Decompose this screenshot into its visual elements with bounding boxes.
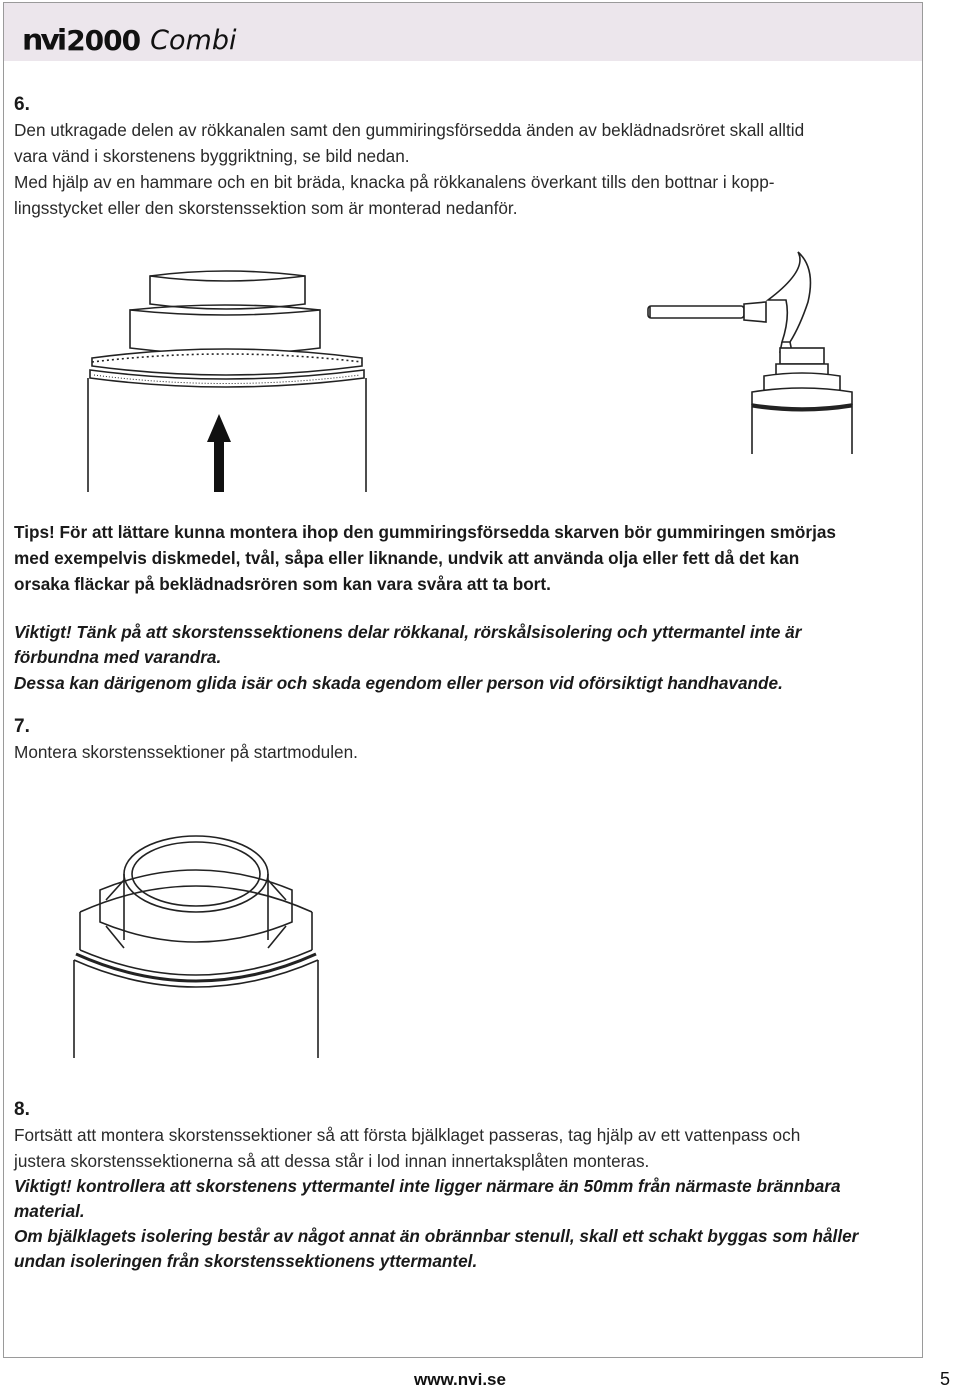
logo-variant: Combi	[150, 24, 237, 56]
tips-text-1: För att lättare kunna montera ihop den gummiringsförsedda skarven bör gummiringen smörjas	[59, 522, 836, 542]
footer-url[interactable]: www.nvi.se	[414, 1370, 506, 1389]
step-8-line-1: Fortsätt att montera skorstenssektioner så att första bjälklaget passeras, tag hjälp av ett vattenpass och	[14, 1125, 801, 1145]
step-8-note-line-1: Om bjälklagets isolering består av något annat än obrännbar stenull, skall ett schakt byggas som håller	[14, 1226, 859, 1246]
figure-section-start-module	[66, 830, 326, 1070]
important-line-2: förbundna med varandra.	[14, 647, 222, 667]
step-8-note-line-2: undan isoleringen från skorstenssektionens yttermantel.	[14, 1251, 478, 1271]
step-6-line-1: Den utkragade delen av rökkanalen samt den gummiringsförsedda änden av beklädnadsröret skall alltid	[14, 120, 805, 140]
tips-label: Tips!	[14, 522, 55, 542]
figure-section-push	[80, 262, 380, 502]
step-7-text: Montera skorstenssektioner på startmodulen.	[14, 742, 358, 762]
step-8-important-label: Viktigt!	[14, 1176, 72, 1196]
step-6-line-4: lingsstycket eller den skorstenssektion som är monterad nedanför.	[14, 198, 518, 218]
tips-line-3: orsaka fläckar på beklädnadsrören som kan vara svåra att ta bort.	[14, 574, 551, 594]
figure-hammer-section	[640, 248, 880, 458]
important-line-1	[14, 620, 894, 645]
tips-line-2: med exempelvis diskmedel, tvål, såpa eller liknande, undvik att använda olja eller fett då det kan	[14, 548, 800, 568]
step-8-line-2: justera skorstenssektionerna så att dessa står i lod innan innertaksplåten monteras.	[14, 1151, 650, 1171]
important-text-1: Tänk på att skorstenssektionens delar rökkanal, rörskålsisolering och yttermantel inte är	[76, 622, 802, 642]
important-label: Viktigt!	[14, 622, 72, 642]
step-8-number: 8.	[14, 1099, 30, 1120]
step-8-important-line-2: material.	[14, 1201, 85, 1221]
step-7-number: 7.	[14, 716, 30, 737]
step-8-important-text-1: kontrollera att skorstenens yttermantel inte ligger närmare än 50mm från närmaste brännbara	[76, 1176, 841, 1196]
important-line-3: Dessa kan därigenom glida isär och skada egendom eller person vid oförsiktigt handhavande.	[14, 673, 783, 693]
step-6-line-3: Med hjälp av en hammare och en bit bräda, knacka på rökkanalens överkant tills den bottnar i kopp-	[14, 172, 775, 192]
step-6-number: 6.	[14, 94, 30, 115]
logo-model: 2000	[66, 23, 141, 57]
step-6-line-2: vara vänd i skorstenens byggriktning, se bild nedan.	[14, 146, 410, 166]
page-number: 5	[940, 1369, 951, 1389]
logo-nvi: nvi	[22, 23, 65, 57]
brand-logo	[22, 20, 236, 60]
tips-line-1	[14, 520, 894, 545]
step-8-important-line-1	[14, 1174, 894, 1199]
